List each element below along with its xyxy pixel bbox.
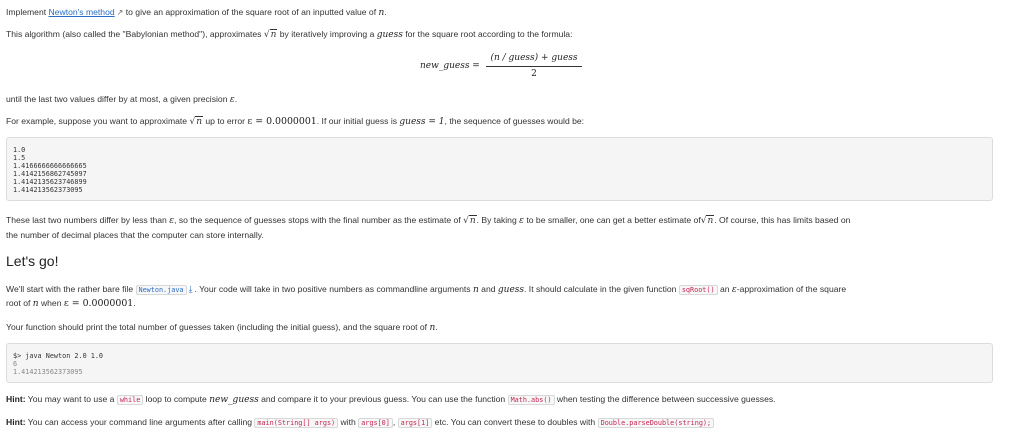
guess-sequence-block — [6, 137, 993, 201]
fraction-bar — [486, 66, 582, 67]
formula-lhs: new_guess = — [420, 61, 480, 71]
terminal-example-block — [6, 343, 993, 383]
sqrt-n: √n — [263, 30, 277, 40]
print-paragraph: Your function should print the total number of guesses taken (including the initial guess), and the square root of n. — [6, 322, 438, 333]
newtons-method-link[interactable]: Newton's method — [48, 7, 115, 17]
newton-java-link[interactable]: Newton.java — [136, 285, 187, 295]
example-paragraph: For example, suppose you want to approximate √n up to error ε = 0.0000001. If our initial guess is guess = 1, the sequence of guesses would be: — [6, 116, 585, 127]
parse-double-call: Double.parseDouble(string); — [598, 418, 715, 428]
external-link-icon: ↗ — [116, 8, 124, 17]
formula-denominator: 2 — [531, 69, 537, 79]
while-keyword: while — [117, 395, 143, 405]
sqrt-n: √n — [463, 216, 476, 226]
start-paragraph-line2: root of n when ε = 0.0000001. — [6, 298, 136, 309]
terminal-command: $> java Newton 2.0 1.0 — [13, 352, 104, 360]
formula-numerator: (n / guess) + guess — [490, 53, 578, 63]
main-signature: main(String[] args) — [254, 418, 338, 428]
sqroot-function: sqRoot() — [679, 285, 718, 295]
terminal-output: 1.414213562373095 — [13, 368, 83, 376]
sequence-line: 1.0 — [13, 146, 26, 154]
limits-paragraph: These last two numbers differ by less than ε, so the sequence of guesses stops with the final number as the estimate of √n. By taking ε to be smaller, one can get a better estimate of√n. Of course, this has limits based on — [6, 215, 851, 226]
hint-command-line-args: Hint: You can access your command line arguments after calling main(String[] args) with args[0] , args[1] etc. You can convert these to doubles with Double.parseDouble(string); — [6, 416, 994, 430]
limits-paragraph-line2: the number of decimal places that the computer can store internally. — [6, 230, 264, 240]
math-abs-function: Math.abs() — [508, 395, 555, 405]
algorithm-paragraph: This algorithm (also called the "Babylonian method"), approximates √n by iteratively improving a guess for the square root according to the formula: — [6, 29, 573, 40]
args-1: args[1] — [398, 418, 433, 428]
sqrt-n: √n — [189, 117, 202, 127]
terminal-output: 6 — [13, 360, 18, 368]
sequence-line: 1.414213562373095 — [13, 186, 83, 194]
guess-equation: guess = 1 — [399, 117, 445, 127]
epsilon-value: ε = 0.0000001 — [247, 116, 317, 127]
sequence-line: 1.4142135623746899 — [13, 178, 87, 186]
until-paragraph: until the last two values differ by at most, a given precision ε. — [6, 94, 238, 105]
start-paragraph: We'll start with the rather bare file Newton.java ⤓ . Your code will take in two positive numbers as commandline arguments n and guess. It should calculate in the given function sqRoot() an ε-approximation of the square — [6, 284, 847, 295]
formula-fraction — [486, 52, 582, 80]
epsilon-value: ε = 0.0000001 — [63, 298, 134, 309]
sequence-line: 1.4166666666666665 — [13, 162, 87, 170]
section-heading: Let's go! — [6, 253, 59, 269]
args-0: args[0] — [358, 418, 393, 428]
sequence-line: 1.5 — [13, 154, 26, 162]
download-icon[interactable]: ⤓ — [188, 284, 193, 294]
hint-while-loop: Hint: You may want to use a while loop to compute new_guess and compare it to your previous guess. You can use the function Math.abs() when testing the difference between successive guesses. — [6, 394, 776, 405]
sqrt-n: √n — [700, 216, 714, 226]
sequence-line: 1.4142156862745097 — [13, 170, 87, 178]
var-n: n — [378, 8, 385, 18]
intro-paragraph: Implement Newton's method ↗ to give an approximation of the square root of an inputted value of n. — [6, 7, 387, 18]
